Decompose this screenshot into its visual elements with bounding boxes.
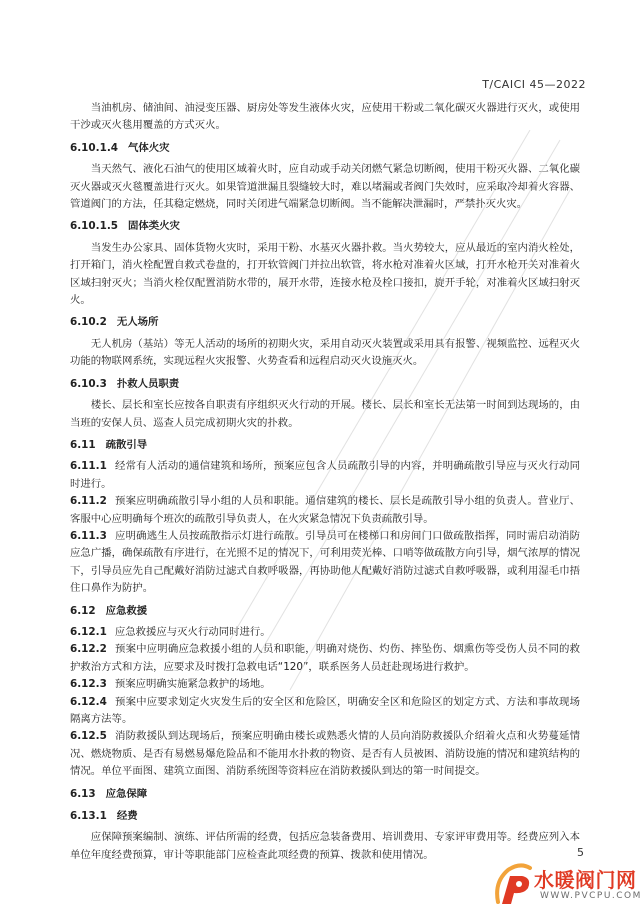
site-logo[interactable]: [490, 862, 640, 908]
numbered-clause: [70, 624, 580, 641]
clause-number: 6.11.2: [70, 495, 107, 508]
section-number: 6.11: [70, 438, 96, 451]
section-heading: [70, 218, 580, 235]
section-number: 6.13: [70, 787, 96, 800]
section-heading: [70, 314, 580, 331]
section-title: 疏散引导: [105, 438, 148, 451]
logo-mark-icon: [490, 862, 536, 908]
clause-number: 6.12.4: [70, 695, 107, 708]
clause-text: 应急救援应与灭火行动同时进行。: [114, 625, 271, 638]
clause-text: 预案应明确疏散引导小组的人员和职能。通信建筑的楼长、层长是疏散引导小组的负责人。营业厅、客服中心应明确每个班次的疏散引导负责人，在火灾紧急情况下负责疏散引导。: [70, 495, 580, 525]
section-number: 6.13.1: [70, 810, 107, 823]
section-title: 经费: [116, 810, 138, 823]
section-title: 无人场所: [116, 316, 159, 329]
section-title: 固体类火灾: [128, 220, 180, 233]
clause-number: 6.12.1: [70, 625, 107, 638]
section-heading: [70, 140, 580, 157]
clause-text: 预案应明确实施紧急救护的场地。: [114, 678, 271, 691]
section-number: 6.10.1.4: [70, 141, 118, 154]
numbered-clause: [70, 676, 580, 693]
body-paragraph: 楼长、层长和室长应按各自职责有序组织灭火行动的开展。楼长、层长和室长无法第一时间到达现场的，由当班的安保人员、巡查人员完成初期火灾的扑救。: [70, 399, 580, 429]
section-heading: [70, 603, 580, 620]
body-paragraph: 应保障预案编制、演练、评估所需的经费，包括应急装备费用、培训费用、专家评审费用等。经费应列入本单位年度经费预算，审计等职能部门应检查此项经费的预算、拨款和使用情况。: [70, 831, 580, 861]
numbered-clause: [70, 493, 580, 528]
section-title: 气体火灾: [128, 141, 170, 154]
body-paragraph: 当油机房、储油间、油浸变压器、厨房处等发生液体火灾，应使用干粉或二氧化碳灭火器进行灭火，或使用干沙或灭火毯用覆盖的方式灭火。: [70, 102, 580, 132]
body-paragraph: 当天然气、液化石油气的使用区域着火时，应自动或手动关闭燃气紧急切断阀，使用干粉灭火器、二氧化碳灭火器或灭火毯覆盖进行灭火。如果管道泄漏且裂缝较大时，难以堵漏或者阀门失效时，应采取冷却着火容器、管道阀门的方法，任其稳定燃烧，同时关闭进气端紧急切断阀。当不能解决泄漏时，严禁扑灭火灾。: [70, 163, 580, 211]
section-number: 6.10.3: [70, 377, 107, 390]
clause-number: 6.12.3: [70, 678, 107, 691]
numbered-clause: [70, 458, 580, 493]
section-heading: [70, 376, 580, 393]
document-body: [70, 100, 580, 866]
clause-text: 经常有人活动的通信建筑和场所，预案应包含人员疏散引导的内容，并明确疏散引导应与灭火行动同时进行。: [70, 460, 580, 490]
clause-number: 6.12.5: [70, 730, 107, 743]
section-number: 6.10.2: [70, 316, 107, 329]
section-title: 应急救援: [105, 604, 148, 617]
section-number: 6.12: [70, 604, 96, 617]
numbered-clause: [70, 641, 580, 676]
clause-text: 消防救援队到达现场后，预案应明确由楼长或熟悉火情的人员向消防救援队介绍着火点和火势蔓延情况、燃烧物质、是否有易燃易爆危险品和不能用水扑救的物资、是否有人员被困、消防设施的情况和建筑结构的情况。单位平面图、建筑立面图、消防系统图等资料应在消防救援队到达的第一时间提交。: [70, 730, 580, 778]
clause-number: 6.11.3: [70, 529, 107, 542]
clause-text: 应明确逃生人员按疏散指示灯进行疏散。引导员可在楼梯口和房间门口做疏散指挥，同时需启动消防应急广播，确保疏散有序进行，在光照不足的情况下，可利用荧光棒、口哨等做疏散方向引导，烟气浓厚的情况下，引导员应先自己配戴好消防过滤式自救呼吸器，再协助他人配戴好消防过滤式自救呼吸器，或利用湿毛巾捂住口鼻作为防护。: [70, 529, 580, 595]
section-title: 扑救人员职责: [116, 377, 180, 390]
page-number: 5: [577, 846, 584, 859]
numbered-clause: [70, 694, 580, 729]
body-paragraph: 无人机房（基站）等无人活动的场所的初期火灾，采用自动灭火装置或采用具有报警、视频监控、远程灭火功能的物联网系统，实现远程火灾报警、火势查看和远程启动灭火设施灭火。: [70, 337, 580, 368]
section-number: 6.10.1.5: [70, 220, 118, 233]
section-heading: [70, 808, 580, 825]
numbered-clause: [70, 528, 580, 598]
clause-text: 预案中应要求划定火灾发生后的安全区和危险区，明确安全区和危险区的划定方式、方法和事故现场隔离方法等。: [70, 695, 580, 725]
section-heading: [70, 786, 580, 803]
body-paragraph: 当发生办公家具、固体货物火灾时，采用干粉、水基灭火器扑救。当火势较大，应从最近的室内消火栓处，打开箱门，消火栓配置自救式卷盘的，打开软管阀门并拉出软管，将水枪对准着火区域，打开水枪开关对准着火区域扫射灭火；当消火栓仅配置消防水带的，展开水带，连接水枪及栓口接扣，旋开手轮，对准着火区域扫射灭火。: [70, 241, 580, 307]
clause-number: 6.11.1: [70, 460, 107, 473]
logo-name: 水暖阀门网: [534, 868, 637, 892]
page-code: T/CAICI 45—2022: [482, 78, 586, 91]
section-title: 应急保障: [105, 787, 148, 800]
numbered-clause: [70, 728, 580, 780]
logo-url: WWW.PVCPU.COM: [540, 891, 642, 901]
clause-number: 6.12.2: [70, 643, 107, 656]
clause-text: 预案中应明确应急救援小组的人员和职能，明确对烧伤、灼伤、摔坠伤、烟熏伤等受伤人员不同的救护救治方式和方法，应要求及时拨打急救电话“120”，联系医务人员赶赴现场进行救护。: [70, 643, 580, 673]
section-heading: [70, 437, 580, 454]
